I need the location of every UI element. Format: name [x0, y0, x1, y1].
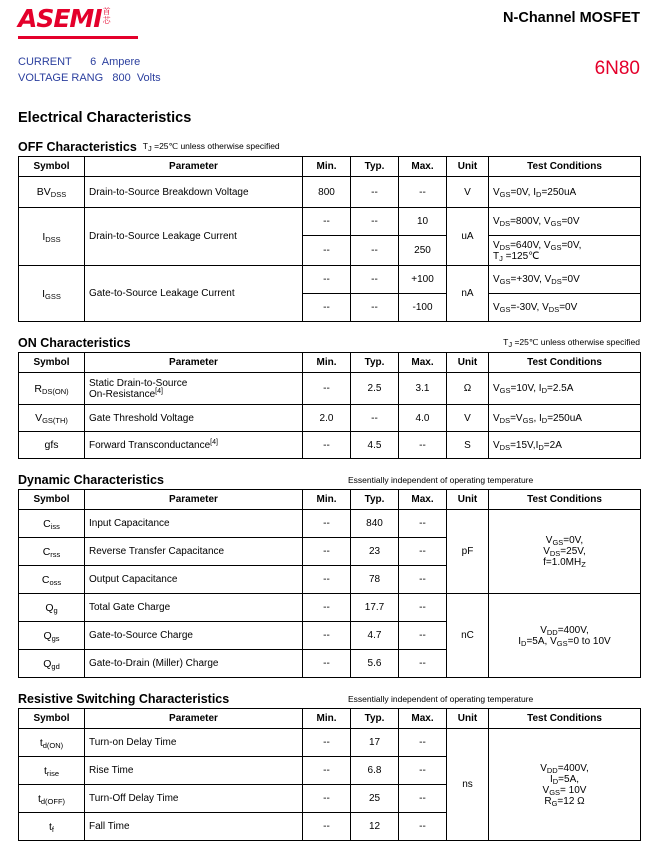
row-symbol: $V_{GS(TH)}$ — [19, 405, 85, 432]
row-typ: 5.6 — [351, 650, 399, 678]
table-header-row — [19, 709, 641, 729]
row-parameter: Drain-to-Source Breakdown Voltage — [85, 177, 303, 208]
col-symbol: Symbol — [19, 157, 85, 177]
row-parameter: Total Gate Charge — [85, 594, 303, 622]
row-parameter: Fall Time — [85, 813, 303, 841]
row-unit: nC — [447, 594, 489, 678]
asemi-logo — [18, 6, 111, 31]
dynamic-characteristics-heading — [18, 471, 640, 486]
table-row — [19, 594, 641, 622]
row-symbol: $C_{iss}$ — [19, 510, 85, 538]
row-unit: V — [447, 177, 489, 208]
row-cond: $V_{GS}=10V$, $I_D=2.5A$ — [489, 373, 641, 405]
switching-characteristics-name: Resistive Switching Characteristics — [18, 692, 230, 706]
row-unit: uA — [447, 208, 489, 266]
row-min: -- — [303, 294, 351, 322]
col-max: Max. — [399, 157, 447, 177]
col-test-conditions: Test Conditions — [489, 709, 641, 729]
logo-underline — [18, 36, 138, 39]
on-characteristics-name: ON Characteristics — [18, 336, 131, 350]
col-parameter: Parameter — [85, 353, 303, 373]
table-row — [19, 405, 641, 432]
table-header-row — [19, 490, 641, 510]
row-max: +100 — [399, 266, 447, 294]
dynamic-characteristics-table — [18, 489, 641, 678]
row-min: -- — [303, 266, 351, 294]
row-symbol: $C_{oss}$ — [19, 566, 85, 594]
row-max: -- — [399, 177, 447, 208]
col-parameter: Parameter — [85, 709, 303, 729]
row-min: -- — [303, 650, 351, 678]
row-unit: S — [447, 432, 489, 459]
dynamic-characteristics-name: Dynamic Characteristics — [18, 473, 164, 487]
row-max: -- — [399, 538, 447, 566]
row-cond: $V_{GS}=0V$, $I_D=250uA$ — [489, 177, 641, 208]
page-title: N-Channel MOSFET — [503, 10, 640, 26]
table-header-row — [19, 157, 641, 177]
col-test-conditions: Test Conditions — [489, 353, 641, 373]
row-cond: $V_{DS}=15V,I_D=2A$ — [489, 432, 641, 459]
row-typ: -- — [351, 208, 399, 236]
row-unit: V — [447, 405, 489, 432]
on-characteristics-note: $T_J$ =25℃ unless otherwise specified — [503, 337, 640, 349]
row-cond: $V_{DD}=400V$, $I_D=5A$, $V_{GS}=0$ to 10V — [489, 594, 641, 678]
col-test-conditions: Test Conditions — [489, 157, 641, 177]
row-cond: $V_{DD}=400V$, $I_D=5A$, $V_{GS}= 10V$ $R_G=12$ Ω — [489, 729, 641, 841]
on-characteristics-heading — [18, 334, 640, 349]
col-typ: Typ. — [351, 157, 399, 177]
row-typ: 78 — [351, 566, 399, 594]
row-min: -- — [303, 236, 351, 266]
row-typ: 17 — [351, 729, 399, 757]
col-typ: Typ. — [351, 353, 399, 373]
row-max: -- — [399, 757, 447, 785]
col-max: Max. — [399, 353, 447, 373]
off-characteristics-table — [18, 156, 641, 322]
row-typ: 6.8 — [351, 757, 399, 785]
row-typ: 840 — [351, 510, 399, 538]
row-max: -- — [399, 566, 447, 594]
row-max: -- — [399, 622, 447, 650]
off-characteristics-note: $T_J$ =25℃ unless otherwise specified — [142, 141, 280, 153]
current-unit: Ampere — [101, 56, 141, 68]
row-parameter: Gate-to-Drain (Miller) Charge — [85, 650, 303, 678]
row-unit: Ω — [447, 373, 489, 405]
voltage-label: VOLTAGE RANG — [18, 72, 104, 84]
row-typ: -- — [351, 236, 399, 266]
row-unit: ns — [447, 729, 489, 841]
spec-summary — [18, 54, 640, 92]
electrical-characteristics-title: Electrical Characteristics — [18, 110, 192, 126]
row-parameter: Drain-to-Source Leakage Current — [85, 208, 303, 266]
row-max: -- — [399, 785, 447, 813]
col-max: Max. — [399, 490, 447, 510]
part-number: 6N80 — [594, 58, 640, 79]
col-parameter: Parameter — [85, 490, 303, 510]
row-parameter: Reverse Transfer Capacitance — [85, 538, 303, 566]
table-row — [19, 208, 641, 236]
row-cond: $V_{GS}=0V$, $V_{DS}=25V$, $f=1.0MH_Z$ — [489, 510, 641, 594]
row-typ: 25 — [351, 785, 399, 813]
switching-table-wrap — [18, 708, 640, 834]
current-label: CURRENT — [18, 56, 72, 68]
voltage-value: 800 — [112, 72, 131, 84]
logo-cn-bottom: 芯 — [102, 16, 111, 25]
row-symbol: $t_f$ — [19, 813, 85, 841]
switching-characteristics-note: Essentially independent of operating temperature — [348, 694, 534, 704]
col-min: Min. — [303, 709, 351, 729]
col-max: Max. — [399, 709, 447, 729]
logo-chinese-characters — [103, 7, 111, 25]
col-unit: Unit — [447, 157, 489, 177]
row-symbol: $BV_{DSS}$ — [19, 177, 85, 208]
row-min: -- — [303, 208, 351, 236]
row-max: -- — [399, 813, 447, 841]
row-min: -- — [303, 594, 351, 622]
logo-text: ASEMI — [18, 4, 102, 33]
row-typ: -- — [351, 405, 399, 432]
row-symbol: $C_{rss}$ — [19, 538, 85, 566]
current-value: 6 — [90, 56, 97, 68]
table-row — [19, 373, 641, 405]
row-parameter: Gate-to-Source Leakage Current — [85, 266, 303, 322]
row-typ: 12 — [351, 813, 399, 841]
row-max: 250 — [399, 236, 447, 266]
row-max: -- — [399, 650, 447, 678]
table-row — [19, 266, 641, 294]
row-parameter: Static Drain-to-Source On-Resistance[4] — [85, 373, 303, 405]
off-characteristics-name: OFF Characteristics — [18, 140, 137, 154]
row-symbol: gfs — [19, 432, 85, 459]
row-typ: 2.5 — [351, 373, 399, 405]
col-typ: Typ. — [351, 490, 399, 510]
col-min: Min. — [303, 353, 351, 373]
row-min: -- — [303, 813, 351, 841]
row-symbol: $Q_{gd}$ — [19, 650, 85, 678]
voltage-row — [18, 70, 640, 86]
row-cond: $V_{GS}=+30V$, $V_{DS}=0V$ — [489, 266, 641, 294]
table-header-row — [19, 353, 641, 373]
switching-characteristics-table — [18, 708, 641, 841]
table-row — [19, 432, 641, 459]
row-symbol: $Q_{gs}$ — [19, 622, 85, 650]
row-symbol: $I_{GSS}$ — [19, 266, 85, 322]
row-parameter: Gate Threshold Voltage — [85, 405, 303, 432]
col-min: Min. — [303, 157, 351, 177]
row-min: -- — [303, 729, 351, 757]
row-symbol: $t_{d(ON)}$ — [19, 729, 85, 757]
row-cond: $V_{DS}=800V$, $V_{GS}=0V$ — [489, 208, 641, 236]
row-min: -- — [303, 785, 351, 813]
col-unit: Unit — [447, 709, 489, 729]
row-parameter: Gate-to-Source Charge — [85, 622, 303, 650]
row-max: 3.1 — [399, 373, 447, 405]
col-test-conditions: Test Conditions — [489, 490, 641, 510]
row-typ: -- — [351, 266, 399, 294]
table-row — [19, 510, 641, 538]
on-characteristics-table — [18, 352, 641, 459]
col-symbol: Symbol — [19, 353, 85, 373]
row-typ: -- — [351, 294, 399, 322]
col-unit: Unit — [447, 490, 489, 510]
row-cond: $V_{DS}=640V$, $V_{GS}=0V$, $T_J$ =125℃ — [489, 236, 641, 266]
row-min: 2.0 — [303, 405, 351, 432]
switching-characteristics-heading — [18, 690, 640, 705]
col-unit: Unit — [447, 353, 489, 373]
row-parameter: Forward Transconductance[4] — [85, 432, 303, 459]
row-cond: $V_{DS}=V_{GS}$, $I_D=250uA$ — [489, 405, 641, 432]
row-symbol: $t_{rise}$ — [19, 757, 85, 785]
row-min: 800 — [303, 177, 351, 208]
row-unit: pF — [447, 510, 489, 594]
col-parameter: Parameter — [85, 157, 303, 177]
row-max: -100 — [399, 294, 447, 322]
row-parameter: Turn-on Delay Time — [85, 729, 303, 757]
row-min: -- — [303, 566, 351, 594]
col-min: Min. — [303, 490, 351, 510]
row-typ: 4.5 — [351, 432, 399, 459]
row-max: -- — [399, 594, 447, 622]
row-max: 10 — [399, 208, 447, 236]
table-row — [19, 729, 641, 757]
row-typ: 4.7 — [351, 622, 399, 650]
row-max: 4.0 — [399, 405, 447, 432]
row-min: -- — [303, 510, 351, 538]
row-symbol: $I_{DSS}$ — [19, 208, 85, 266]
row-parameter: Turn-Off Delay Time — [85, 785, 303, 813]
col-typ: Typ. — [351, 709, 399, 729]
row-min: -- — [303, 757, 351, 785]
current-row — [18, 54, 640, 70]
row-min: -- — [303, 622, 351, 650]
row-min: -- — [303, 373, 351, 405]
row-max: -- — [399, 729, 447, 757]
row-min: -- — [303, 432, 351, 459]
row-symbol: $R_{DS(ON)}$ — [19, 373, 85, 405]
logo-cn-top: 首 — [102, 7, 111, 16]
row-cond: $V_{GS}=-30V$, $V_{DS}=0V$ — [489, 294, 641, 322]
row-parameter: Output Capacitance — [85, 566, 303, 594]
row-unit: nA — [447, 266, 489, 322]
col-symbol: Symbol — [19, 709, 85, 729]
row-symbol: $t_{d(OFF)}$ — [19, 785, 85, 813]
row-typ: -- — [351, 177, 399, 208]
row-parameter: Rise Time — [85, 757, 303, 785]
row-max: -- — [399, 510, 447, 538]
table-row — [19, 177, 641, 208]
row-parameter: Input Capacitance — [85, 510, 303, 538]
row-symbol: $Q_g$ — [19, 594, 85, 622]
col-symbol: Symbol — [19, 490, 85, 510]
row-typ: 17.7 — [351, 594, 399, 622]
row-typ: 23 — [351, 538, 399, 566]
row-max: -- — [399, 432, 447, 459]
page-header — [18, 0, 640, 42]
off-characteristics-heading — [18, 138, 640, 153]
row-min: -- — [303, 538, 351, 566]
voltage-unit: Volts — [136, 72, 161, 84]
dynamic-characteristics-note: Essentially independent of operating temperature — [348, 475, 534, 485]
